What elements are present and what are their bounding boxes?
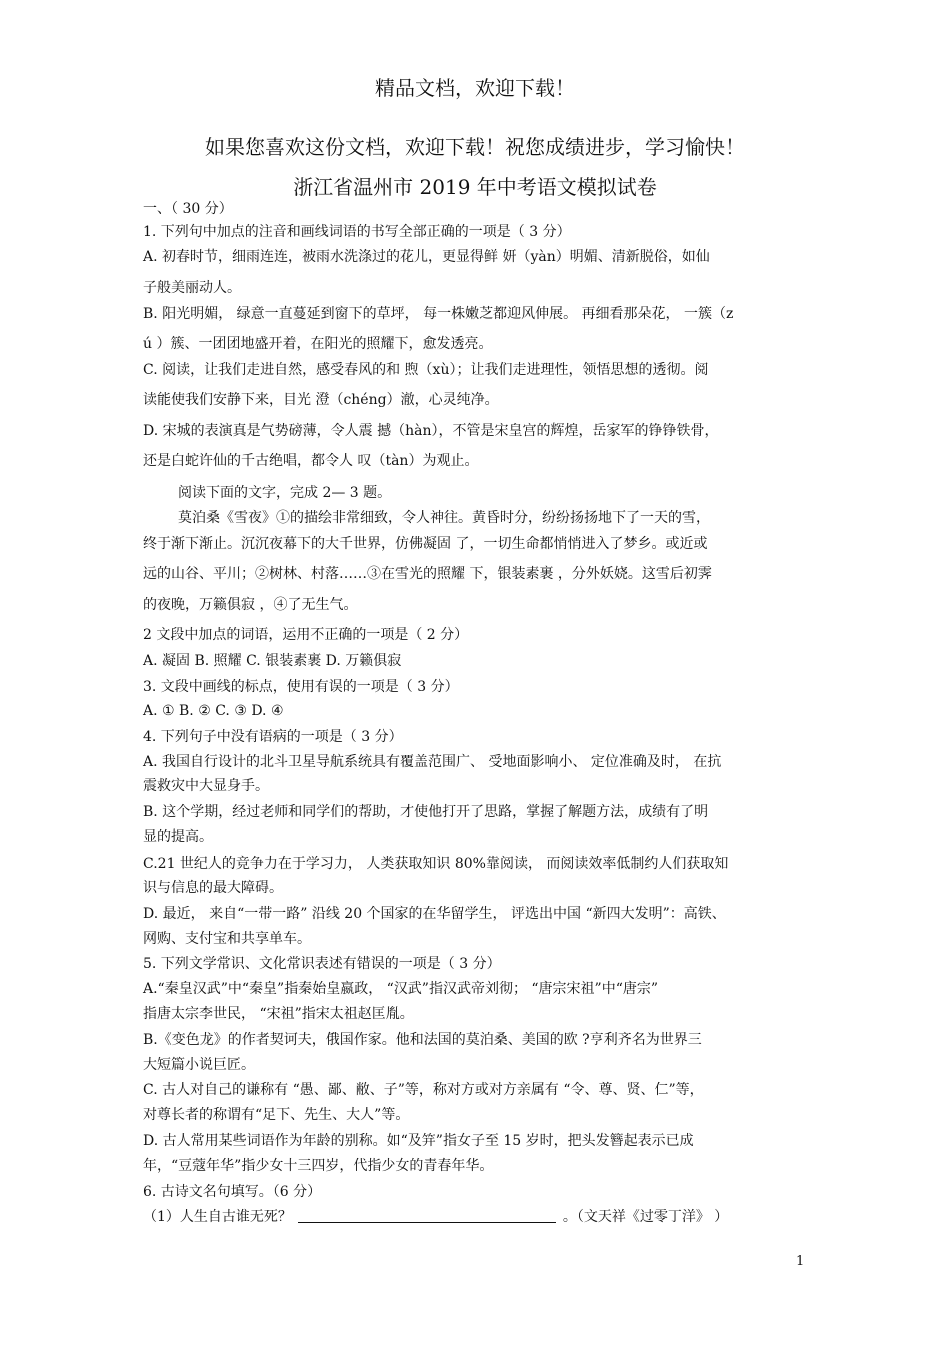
q2-options: A. 凝固 B. 照耀 C. 银装素裹 D. 万籁俱寂 bbox=[143, 653, 402, 669]
q4-option-b: B. 这个学期，经过老师和同学们的帮助，才使他打开了思路，掌握了解题方法，成绩有了明 bbox=[143, 804, 709, 820]
q5-option-d-cont: 年，“豆蔻年华”指少女十三四岁，代指少女的青春年华。 bbox=[143, 1158, 494, 1174]
passage-line-4: 的夜晚，万籁俱寂 ，④了无生气。 bbox=[143, 597, 358, 613]
q5-option-a-cont: 指唐太宗李世民， “宋祖”指宋太祖赵匡胤。 bbox=[143, 1006, 414, 1022]
q1-option-d: D. 宋城的表演真是气势磅薄，令人震 撼（hàn），不管是宋皇宫的辉煌，岳家军的铮铮铁骨， bbox=[143, 423, 719, 439]
q5-option-d: D. 古人常用某些词语作为年龄的别称。如“及笄”指女子至 15 岁时，把头发簪起表示已成 bbox=[143, 1133, 694, 1149]
question-6: 6. 古诗文名句填写。（6 分） bbox=[143, 1184, 322, 1200]
q4-option-d-cont: 网购、支付宝和共享单车。 bbox=[143, 931, 311, 947]
passage-line-3: 远的山谷、平川；②树林、村落……③在雪光的照耀 下，银装素裹 ，分外妖娆。这雪后初霁 bbox=[143, 566, 712, 582]
q5-option-b: B.《变色龙》的作者契诃夫，俄国作家。他和法国的莫泊桑、美国的欧 ?亨利齐名为世界三 bbox=[143, 1032, 702, 1048]
q4-option-b-cont: 显的提高。 bbox=[143, 829, 213, 845]
q1-option-c-cont: 读能使我们安静下来，目光 澄（chéng）澈，心灵纯净。 bbox=[143, 392, 499, 408]
passage-line-2: 终于渐下渐止。沉沉夜幕下的大千世界，仿佛凝固 了，一切生命都悄悄进入了梦乡。或近或 bbox=[143, 536, 708, 552]
q1-option-a-cont: 子般美丽动人。 bbox=[143, 280, 241, 296]
reading-instruction: 阅读下面的文字，完成 2— 3 题。 bbox=[178, 485, 392, 501]
question-1: 1. 下列句中加点的注音和画线词语的书写全部正确的一项是（ 3 分） bbox=[143, 224, 571, 240]
q5-option-c-cont: 对尊长者的称谓有“足下、先生、大人”等。 bbox=[143, 1107, 410, 1123]
passage-line-1: 莫泊桑《雪夜》①的描绘非常细致，令人神往。黄昏时分，纷纷扬扬地下了一天的雪， bbox=[178, 510, 710, 526]
q6-item-1-source: 。（文天祥《过零丁洋》 ） bbox=[562, 1209, 729, 1225]
banner: 精品文档，欢迎下载！ bbox=[375, 76, 575, 100]
q1-option-b: B. 阳光明媚， 绿意一直蔓延到窗下的草坪， 每一株嫩芝都迎风伸展。 再细看那朵花， 一簇（z bbox=[143, 306, 734, 322]
page-number: 1 bbox=[796, 1254, 805, 1269]
question-3: 3. 文段中画线的标点，使用有误的一项是（ 3 分） bbox=[143, 679, 459, 695]
q1-option-b-cont: ú ）簇、一团团地盛开着，在阳光的照耀下，愈发透亮。 bbox=[143, 336, 493, 352]
q1-option-d-cont: 还是白蛇许仙的千古绝唱，都令人 叹（tàn）为观止。 bbox=[143, 453, 479, 469]
q4-option-c-cont: 识与信息的最大障碍。 bbox=[143, 880, 283, 896]
question-2: 2 文段中加点的词语，运用不正确的一项是（ 2 分） bbox=[143, 627, 469, 643]
q3-options: A. ① B. ② C. ③ D. ④ bbox=[143, 703, 284, 719]
question-4: 4. 下列句子中没有语病的一项是（ 3 分） bbox=[143, 729, 403, 745]
q5-option-c: C. 古人对自己的谦称有 “愚、鄙、敝、子”等，称对方或对方亲属有 “令、尊、贤、仁”等， bbox=[143, 1082, 704, 1098]
q6-item-1-prompt: （1）人生自古谁无死？ bbox=[143, 1209, 292, 1225]
question-5: 5. 下列文学常识、文化常识表述有错误的一项是（ 3 分） bbox=[143, 956, 501, 972]
answer-blank[interactable] bbox=[298, 1208, 556, 1223]
q5-option-a: A.“秦皇汉武”中“秦皇”指秦始皇嬴政， “汉武”指汉武帝刘彻； “唐宗宋祖”中“唐宗” bbox=[143, 981, 659, 997]
section-heading: 一、（ 30 分） bbox=[143, 201, 233, 217]
q4-option-a-cont: 震救灾中大显身手。 bbox=[143, 778, 269, 794]
q4-option-d: D. 最近， 来自“一带一路” 沿线 20 个国家的在华留学生， 评选出中国 “新四大发明”：高铁、 bbox=[143, 906, 726, 922]
greeting: 如果您喜欢这份文档，欢迎下载！祝您成绩进步，学习愉快！ bbox=[205, 135, 745, 159]
q6-item-1 bbox=[143, 1208, 728, 1226]
q4-option-a: A. 我国自行设计的北斗卫星导航系统具有覆盖范围广、 受地面影响小、 定位准确及时， 在抗 bbox=[143, 754, 722, 770]
q4-option-c: C.21 世纪人的竞争力在于学习力， 人类获取知识 80%靠阅读， 而阅读效率低制约人们获取知 bbox=[143, 856, 729, 872]
page-title: 浙江省温州市 2019 年中考语文模拟试卷 bbox=[293, 175, 657, 199]
q5-option-b-cont: 大短篇小说巨匠。 bbox=[143, 1057, 255, 1073]
q1-option-c: C. 阅读，让我们走进自然，感受春风的和 煦（xù）；让我们走进理性，领悟思想的透彻。阅 bbox=[143, 362, 709, 378]
q1-option-a: A. 初春时节，细雨连连，被雨水洗涤过的花儿，更显得鲜 妍（yàn）明媚、清新脱俗，如仙 bbox=[143, 249, 710, 265]
